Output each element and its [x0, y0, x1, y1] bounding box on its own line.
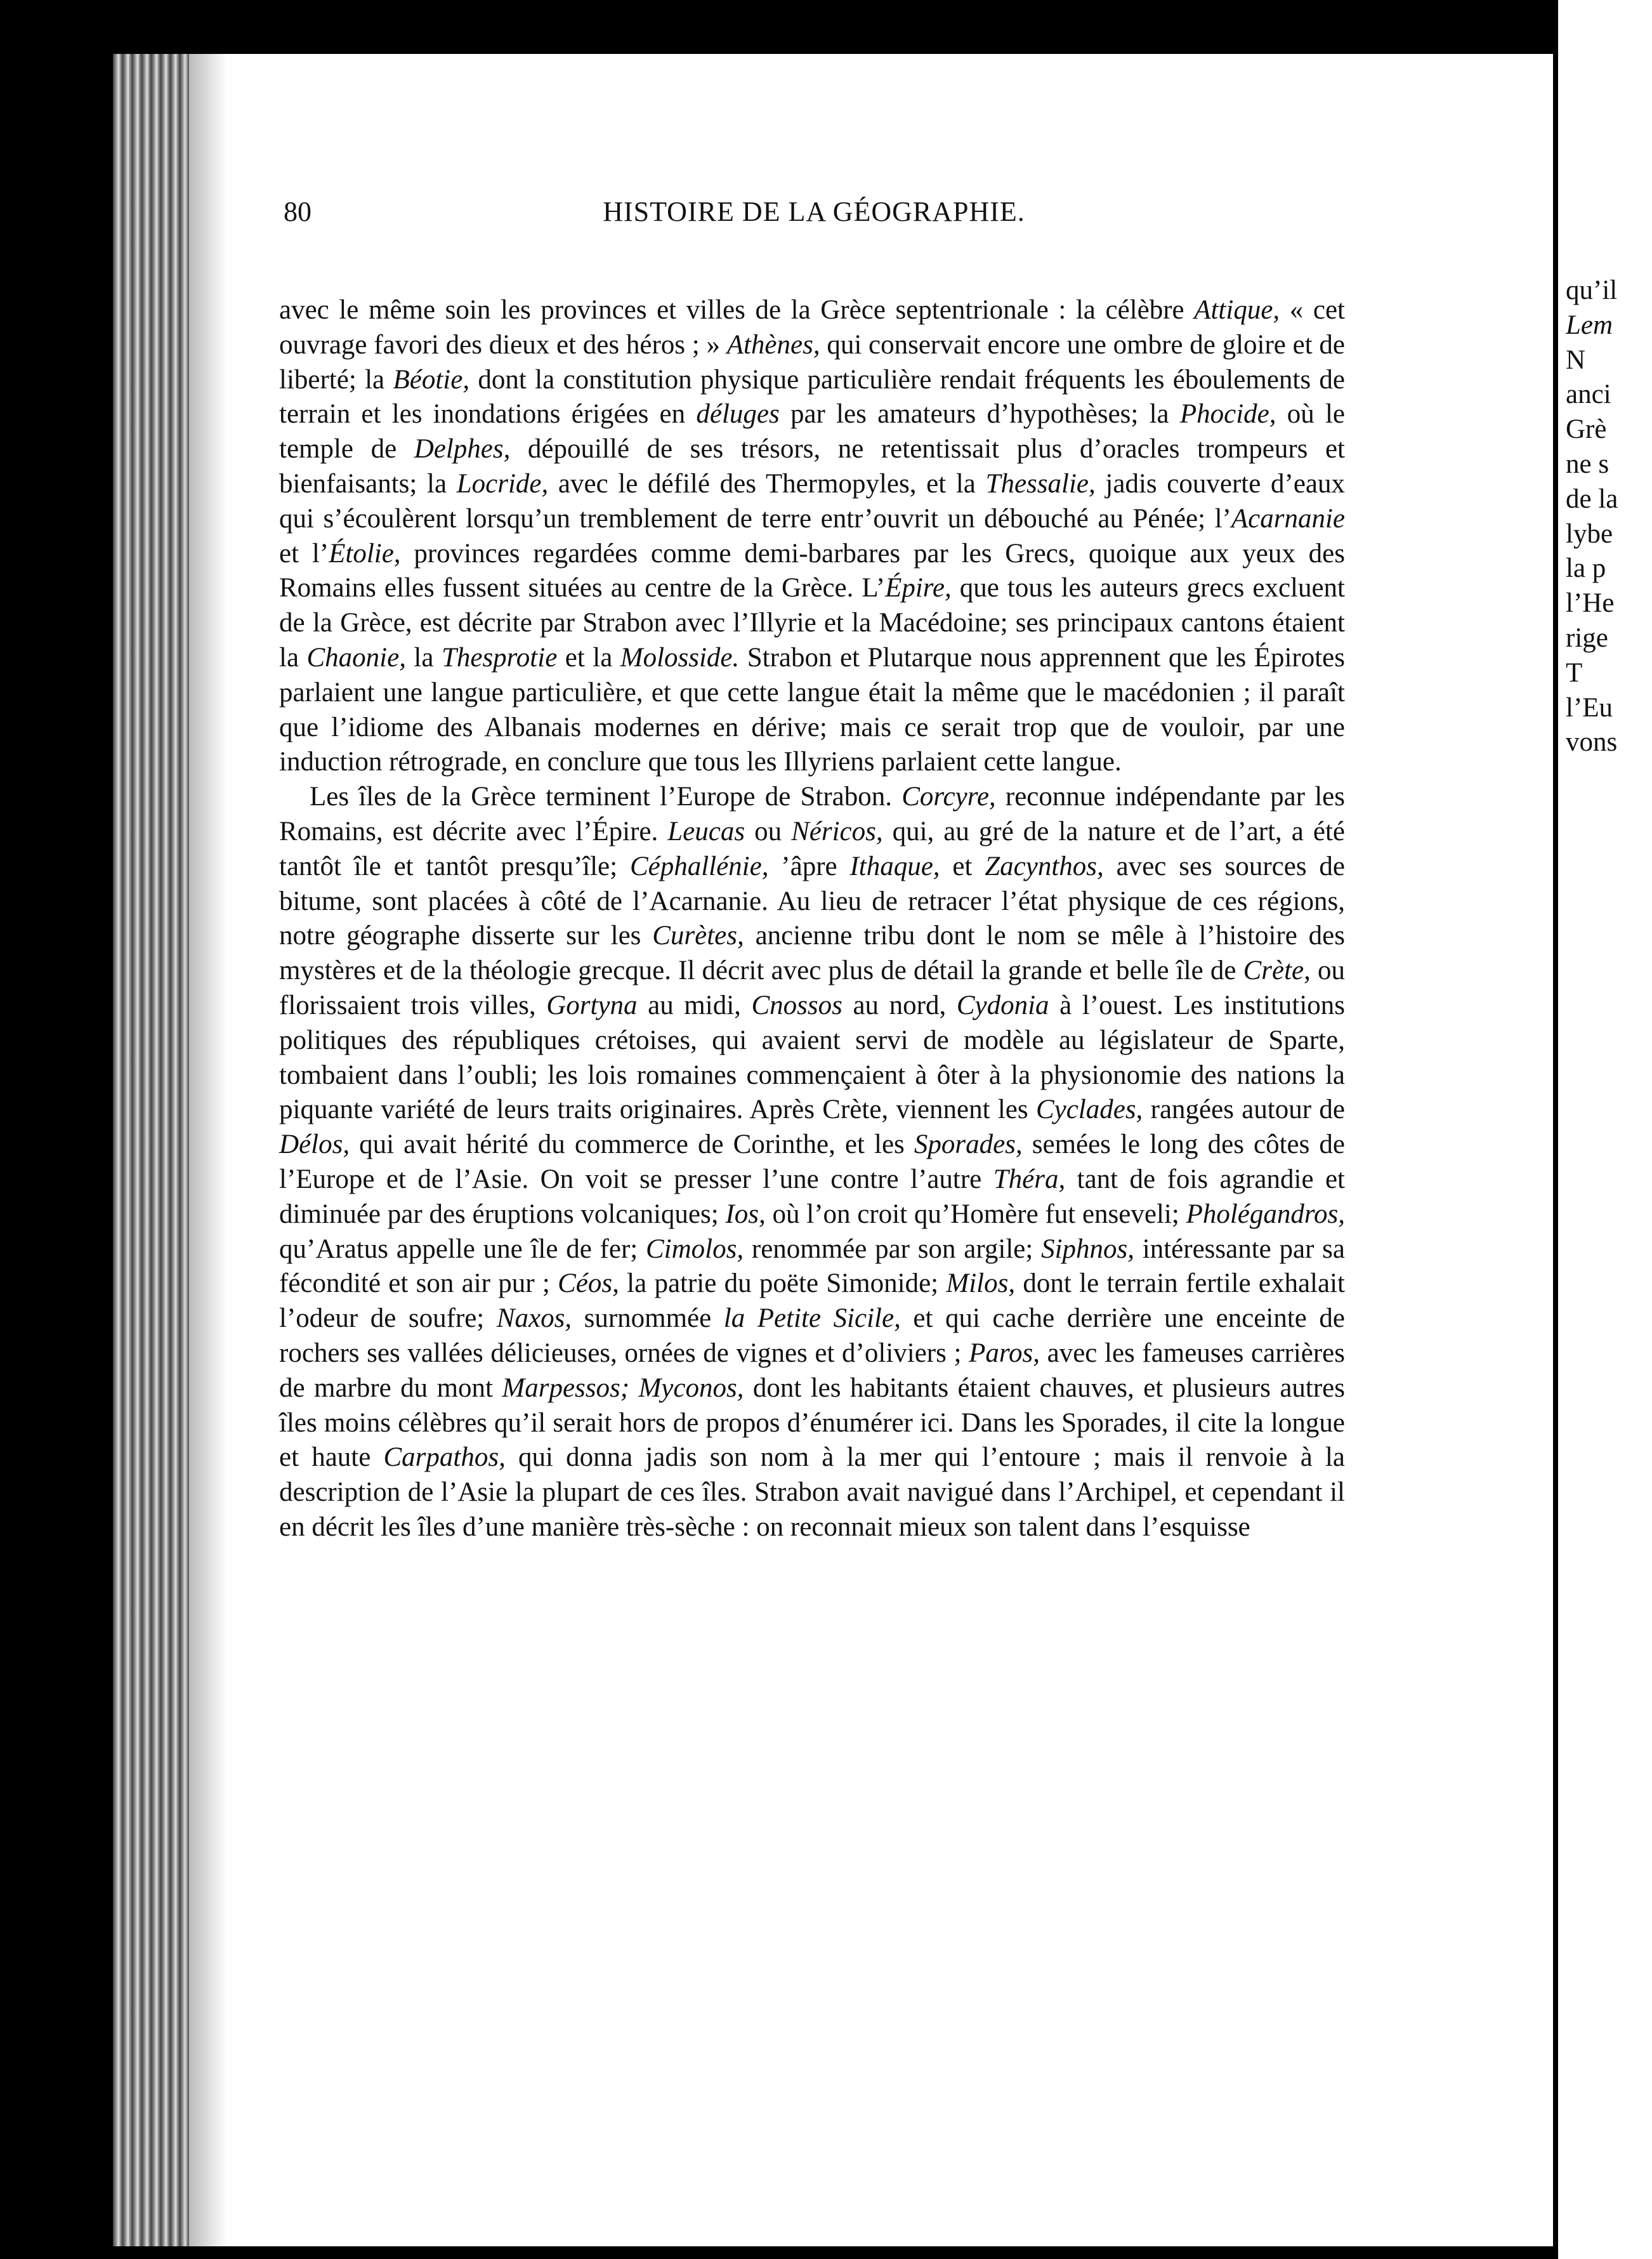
facing-page-fragments: [1566, 273, 1652, 760]
italic-term: Béotie,: [393, 364, 470, 395]
facing-line: [1566, 656, 1652, 691]
text-run: dont la constitution physique particulière rendait fréquents les éboulements de terrain et les inondations érigées en: [279, 364, 1346, 430]
text-run: provinces regardées comme demi-barbares par les Grecs, quoique aux yeux des Romains elles fussent situées au centre de la Grèce. L’: [279, 538, 1345, 603]
facing-line-text: T: [1566, 657, 1583, 688]
italic-term: Attique,: [1194, 295, 1280, 325]
facing-line-text: de la: [1566, 484, 1618, 514]
text-run: reconnue indépendante par les Romains, est décrite avec l’Épire.: [279, 782, 1345, 846]
italic-term: Curètes,: [652, 921, 744, 951]
text-run: dont les habitants étaient chauves, et plusieurs autres îles moins célèbres qu’il serait hors de propos d’énumérer ici. Dans les Sporades, il cite la longue et haute: [279, 1373, 1345, 1473]
page-number: 80: [284, 196, 311, 227]
text-run: avec les fameuses carrières de marbre du mont: [279, 1338, 1345, 1403]
text-run: qui avait hérité du commerce de Corinthe, et les: [350, 1130, 914, 1160]
page-edge: [1553, 0, 1558, 2259]
text-run: rangées autour de: [1143, 1095, 1345, 1125]
facing-line: [1566, 412, 1652, 447]
facing-line-text: qu’il: [1566, 275, 1618, 305]
text-run: ou: [745, 816, 792, 846]
italic-term: Phocide,: [1179, 399, 1276, 430]
text-run: et: [940, 851, 985, 881]
italic-term: Cyclades,: [1035, 1095, 1143, 1125]
text-run: dont le terrain fertile exhalait l’odeur de soufre;: [279, 1268, 1345, 1334]
italic-term: Gortyna: [546, 990, 638, 1020]
facing-page: [1553, 0, 1652, 2259]
italic-term: Leucas: [667, 816, 745, 846]
body-text: [279, 293, 1345, 1545]
italic-term: Céos,: [558, 1268, 619, 1299]
gutter-shadow: [189, 54, 227, 2246]
italic-term: Théra,: [993, 1164, 1066, 1194]
italic-term: Néricos,: [791, 816, 883, 846]
italic-term: Cydonia: [956, 990, 1049, 1020]
facing-line: [1566, 691, 1652, 726]
facing-line-text: vons: [1566, 727, 1618, 758]
italic-term: Marpessos; Myconos,: [502, 1373, 744, 1403]
italic-term: Zacynthos,: [985, 851, 1104, 881]
facing-line: [1566, 482, 1652, 517]
text-run: qui donna jadis son nom à la mer qui l’entoure ; mais il renvoie à la description de l’Asie la plupart de ces îles. Strabon avait navigué dans l’Archipel, et cependant il en décrit les îles d’une manière très-sèche : on reconnait mieux son talent dans l’esquisse: [279, 1442, 1345, 1542]
facing-line-text: la p: [1566, 553, 1606, 584]
italic-term: Ithaque,: [849, 851, 940, 881]
text-run: ancienne tribu dont le nom se mêle à l’histoire des mystères et de la théologie grecque. Il décrit avec plus de détail la grande et belle île de: [279, 921, 1345, 986]
facing-line: [1566, 586, 1652, 621]
text-run: et qui cache derrière une enceinte de rochers ses vallées délicieuses, ornées de vignes et d’oliviers ;: [279, 1303, 1345, 1368]
italic-term: Sporades,: [914, 1130, 1023, 1160]
facing-line: [1566, 447, 1652, 482]
italic-term: Acarnanie: [1231, 503, 1345, 534]
facing-line: [1566, 517, 1652, 552]
text-run: la patrie du poëte Simonide;: [619, 1268, 947, 1299]
text-run: par les amateurs d’hypothèses; la: [779, 399, 1180, 430]
italic-term: Épire,: [885, 573, 952, 603]
italic-term: Cimolos,: [645, 1234, 744, 1264]
text-run: où l’on croit qu’Homère fut enseveli;: [765, 1199, 1186, 1229]
text-run: avec ses sources de bitume, sont placées à côté de l’Acarnanie. Au lieu de retracer l’état physique de ces régions, notre géographe disserte sur les: [279, 851, 1345, 951]
italic-term: Delphes,: [414, 434, 511, 464]
text-run: renommée par son argile;: [744, 1234, 1042, 1264]
running-header: [284, 195, 1344, 234]
italic-term: Athènes,: [726, 329, 820, 360]
italic-term: Carpathos,: [383, 1442, 506, 1473]
text-run: « cet ouvrage favori des dieux et des héros ; »: [279, 295, 1345, 360]
text-run: qu’Aratus appelle une île de fer;: [279, 1234, 646, 1264]
facing-line-text: N: [1566, 345, 1586, 375]
facing-line-text: l’Eu: [1566, 692, 1613, 723]
italic-term: Chaonie,: [306, 642, 406, 673]
italic-term: déluges: [696, 399, 780, 430]
italic-term: Céphallénie,: [629, 851, 769, 881]
facing-line: [1566, 378, 1652, 412]
facing-line-text: l’He: [1566, 588, 1615, 619]
text-run: ’âpre: [768, 851, 850, 881]
italic-term: Pholégandros,: [1186, 1199, 1345, 1229]
italic-term: Molosside.: [620, 642, 740, 673]
text-run: qui, au gré de la nature et de l’art, a été tantôt île et tantôt presqu’île;: [279, 816, 1345, 881]
italic-term: Locride,: [456, 468, 549, 499]
facing-line: [1566, 273, 1652, 308]
facing-line: [1566, 343, 1652, 378]
facing-line: [1566, 551, 1652, 586]
text-run: tant de fois agrandie et diminuée par des éruptions volcaniques;: [279, 1164, 1345, 1229]
text-run: à l’ouest. Les institutions politiques des républiques crétoises, qui avaient servi de modèle au législateur de Sparte, tombaient dans l’oubli; les lois romaines commençaient à ôter à la physionomie des nations la piquante variété de leurs traits originaires. Après Crète, viennent les: [279, 990, 1345, 1125]
text-run: au nord,: [842, 990, 957, 1020]
facing-line-text: ne s: [1566, 449, 1609, 479]
facing-line-text: lybe: [1566, 518, 1613, 549]
italic-term: Paros,: [969, 1338, 1040, 1368]
text-run: ou florissaient trois villes,: [279, 956, 1345, 1020]
italic-term: Cnossos: [751, 990, 842, 1020]
text-run: jadis couverte d’eaux qui s’écoulèrent lorsqu’un tremblement de terre entr’ouvrit un débouché au Pénée; l’: [279, 468, 1345, 534]
paragraph: [279, 293, 1345, 780]
italic-term: Thesprotie: [441, 642, 558, 673]
italic-term: Délos,: [279, 1130, 350, 1160]
running-title: HISTOIRE DE LA GÉOGRAPHIE.: [603, 196, 1025, 227]
italic-term: Siphnos,: [1041, 1234, 1135, 1264]
text-run: et la: [557, 642, 620, 673]
italic-term: Milos,: [946, 1268, 1016, 1299]
text-run: qui conservait encore une ombre de gloire et de liberté; la: [279, 329, 1345, 395]
text-run: avec le défilé des Thermopyles, et la: [548, 468, 986, 499]
text-run: Les îles de la Grèce terminent l’Europe de Strabon.: [310, 782, 902, 812]
text-run: et l’: [279, 538, 329, 569]
facing-line-text: rige: [1566, 622, 1608, 653]
text-run: où le temple de: [279, 399, 1345, 464]
text-run: avec le même soin les provinces et villes de la Grèce septentrionale : la célèbre: [279, 295, 1195, 325]
italic-term: Ios,: [725, 1199, 766, 1229]
italic-term: Thessalie,: [985, 468, 1096, 499]
scan-border: [0, 0, 1652, 54]
page-gutter: [113, 54, 189, 2246]
facing-line: [1566, 725, 1652, 760]
paragraph: [279, 780, 1345, 1545]
text-run: la: [405, 642, 442, 673]
italic-term: Corcyre,: [901, 782, 996, 812]
text-run: surnommée: [572, 1303, 724, 1334]
facing-line-text: Grè: [1566, 414, 1607, 445]
text-run: que tous les auteurs grecs excluent de la Grèce, est décrite par Strabon avec l’Illyrie et la Macédoine; ses principaux cantons étaient la: [279, 573, 1346, 673]
facing-line-text: Lem: [1566, 310, 1613, 340]
text-run: semées le long des côtes de l’Europe et de l’Asie. On voit se presser l’une contre l’autre: [279, 1130, 1346, 1194]
italic-term: Crète,: [1243, 956, 1311, 986]
text-run: intéressante par sa fécondité et son air pur ;: [279, 1234, 1345, 1299]
text-run: au midi,: [637, 990, 752, 1020]
text-run: Strabon et Plutarque nous apprennent que les Épirotes parlaient une langue particulière, et que cette langue était la même que le macédonien ; il paraît que l’idiome des Albanais modernes en dérive; mais ce serait trop que de vouloir, par une induction rétrograde, en conclure que tous les Illyriens parlaient cette langue.: [279, 642, 1345, 777]
facing-line-text: anci: [1566, 379, 1611, 410]
facing-line: [1566, 308, 1652, 343]
italic-term: Naxos,: [496, 1303, 572, 1334]
italic-term: la Petite Sicile,: [723, 1303, 901, 1334]
facing-line: [1566, 621, 1652, 656]
italic-term: Étolie,: [329, 538, 401, 569]
text-run: dépouillé de ses trésors, ne retentissait plus d’oracles trompeurs et bienfaisants; la: [279, 434, 1345, 499]
